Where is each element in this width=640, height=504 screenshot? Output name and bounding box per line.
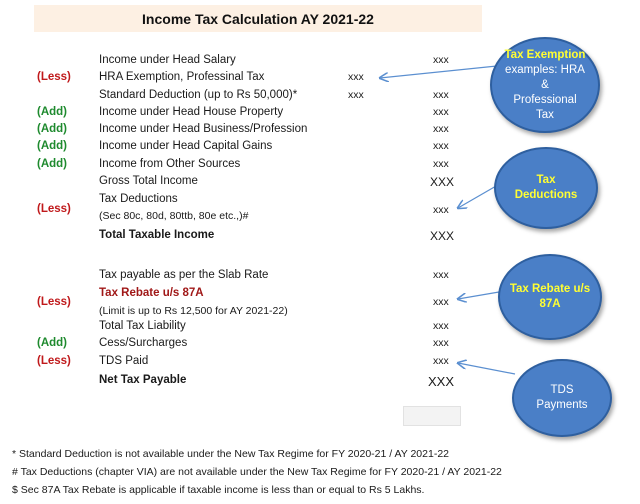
row-value-2: xxx (433, 269, 449, 281)
arrow-rebate (458, 292, 499, 299)
bubble-text: Deductions (514, 189, 578, 201)
bubble-text: & (541, 78, 549, 91)
row-value-2: xxx (433, 355, 449, 367)
row-label: Tax Deductions (99, 193, 178, 205)
row-label: Tax Rebate u/s 87A (99, 287, 204, 299)
tax-deductions-bubble (494, 147, 598, 229)
row-label: Net Tax Payable (99, 374, 187, 386)
row-value-2: xxx (433, 106, 449, 118)
row-label: Income under Head Salary (99, 54, 236, 66)
row-label: Total Tax Liability (99, 320, 186, 332)
row-label: Income under Head Capital Gains (99, 140, 273, 152)
row-tag: (Add) (37, 106, 68, 118)
row-value-1: xxx (348, 89, 364, 101)
row-value-2: xxx (433, 89, 449, 101)
footnote-tax-rebate: $ Sec 87A Tax Rebate is applicable if taxable income is less than or equal to Rs 5 Lakhs. (12, 484, 425, 496)
bubble-text: Payments (536, 399, 588, 411)
row-sublabel: (Sec 80c, 80d, 80ttb, 80e etc.,)# (99, 210, 249, 222)
row-label: HRA Exemption, Professinal Tax (99, 71, 265, 83)
footnote-tax-deductions: # Tax Deductions (chapter VIA) are not available under the New Tax Regime for FY 2020-21 / AY 2021-22 (12, 466, 502, 478)
row-value-1: xxx (348, 71, 364, 83)
bubble-text: Tax Rebate u/s (509, 283, 591, 295)
blank-box (403, 406, 461, 426)
row-value-2: XXX (430, 175, 455, 189)
bubble-text: Professional (513, 93, 577, 106)
row-label: Total Taxable Income (99, 229, 215, 241)
row-label: Standard Deduction (up to Rs 50,000)* (99, 89, 298, 101)
row-tag: (Add) (37, 337, 68, 349)
row-label: Income under Head Business/Profession (99, 123, 308, 135)
row-value-2: xxx (433, 123, 449, 135)
row-value-2: xxx (433, 296, 449, 308)
tax-rebate-bubble (498, 254, 602, 340)
bubble-text: Tax (536, 108, 554, 121)
row-tag: (Add) (37, 140, 68, 152)
row-value-2: xxx (433, 337, 449, 349)
row-label: Gross Total Income (99, 175, 198, 187)
row-label: Income from Other Sources (99, 158, 241, 170)
bubble-text: 87A (539, 298, 561, 310)
row-label: Cess/Surcharges (99, 337, 188, 349)
row-tag: (Less) (37, 296, 71, 308)
tds-payments-bubble (512, 359, 612, 437)
row-value-2: XXX (430, 229, 455, 243)
row-tag: (Less) (37, 71, 71, 83)
row-tag: (Less) (37, 355, 71, 367)
tax-exemption-bubble (490, 37, 600, 133)
footnote-standard-deduction: * Standard Deduction is not available under the New Tax Regime for FY 2020-21 / AY 2021-22 (12, 448, 449, 460)
row-tag: (Add) (37, 158, 68, 170)
bubble-text: Tax (536, 174, 556, 186)
row-value-2: XXX (428, 374, 455, 389)
row-value-2: xxx (433, 204, 449, 216)
bubble-text: examples: HRA (505, 63, 585, 76)
row-value-2: xxx (433, 140, 449, 152)
row-value-2: xxx (433, 54, 449, 66)
row-value-2: xxx (433, 158, 449, 170)
row-tag: (Add) (37, 123, 68, 135)
row-label: TDS Paid (99, 355, 149, 367)
row-value-2: xxx (433, 320, 449, 332)
row-sublabel: (Limit is up to Rs 12,500 for AY 2021-22) (99, 305, 288, 317)
row-label: Income under Head House Property (99, 106, 284, 118)
row-label: Tax payable as per the Slab Rate (99, 269, 269, 281)
bubble-text: TDS (550, 384, 574, 396)
page-title: Income Tax Calculation AY 2021-22 (34, 5, 482, 32)
row-tag: (Less) (37, 203, 71, 215)
bubble-heading: Tax Exemption (504, 48, 586, 61)
arrow-tds (458, 363, 515, 374)
